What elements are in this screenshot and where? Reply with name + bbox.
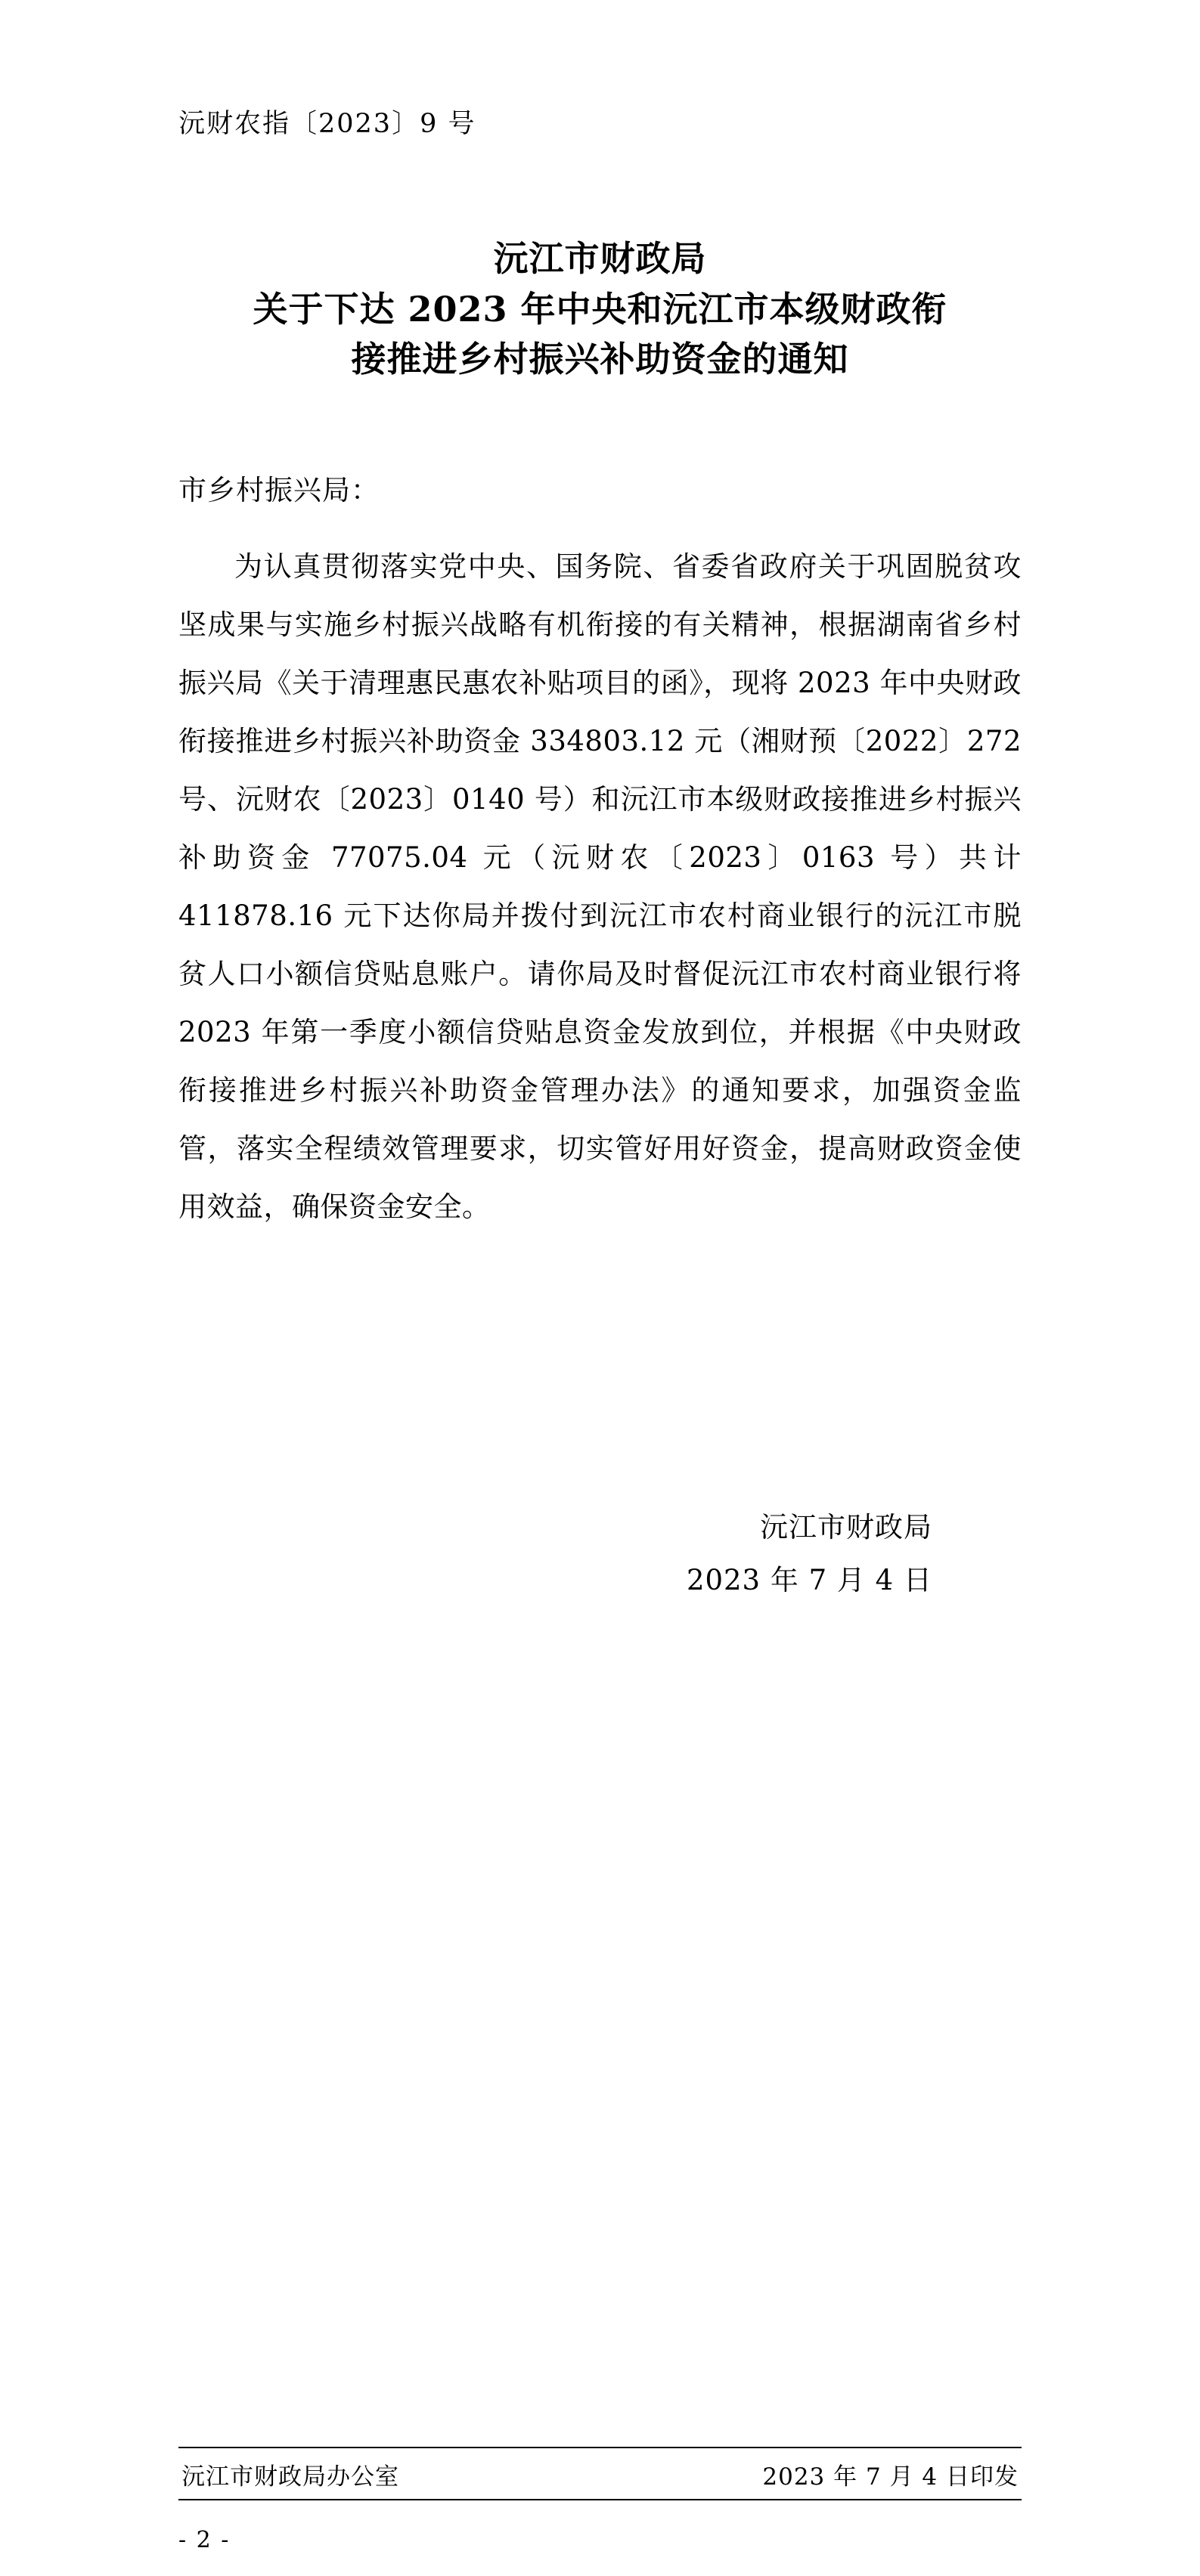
footer-office: 沅江市财政局办公室	[181, 2463, 399, 2491]
title-line-3: 接推进乡村振兴补助资金的通知	[351, 339, 849, 380]
page-number: - 2 -	[178, 2527, 231, 2553]
title-line-2: 关于下达 2023 年中央和沅江市本级财政衔	[253, 288, 947, 330]
recipient-line: 市乡村振兴局：	[178, 474, 380, 507]
signature-block	[178, 1501, 1022, 1608]
footer-divider-bottom	[178, 2499, 1022, 2500]
signature-date: 2023 年 7 月 4 日	[686, 1563, 932, 1596]
document-body	[178, 0, 1022, 2576]
title-line-1: 沅江市财政局	[493, 238, 707, 279]
footer-row	[178, 2448, 1022, 2499]
signature-organization: 沅江市财政局	[760, 1510, 932, 1543]
body-paragraph: 为认真贯彻落实党中央、国务院、省委省政府关于巩固脱贫攻坚成果与实施乡村振兴战略有机衔接的有关精神，根据湖南省乡村振兴局《关于清理惠民惠农补贴项目的函》，现将 2023 年中央财政衔接推进乡村振兴补助资金 334803.12 元（湘财预〔2022〕272 号、沅财农〔2023〕0140 号）和沅江市本级财政接推进乡村振兴补助资金 77075.04 元（沅财农〔2023〕0163 号）共计 411878.16 元下达你局并拨付到沅江市农村商业银行的沅江市脱贫人口小额信贷贴息账户。请你局及时督促沅江市农村商业银行将 2023 年第一季度小额信贷贴息资金发放到位，并根据《中央财政衔接推进乡村振兴补助资金管理办法》的通知要求，加强资金监管，落实全程绩效管理要求，切实管好用好资金，提高财政资金使用效益，确保资金安全。	[178, 550, 1022, 1223]
page-footer	[178, 2447, 1022, 2500]
document-number: 沅财农指〔2023〕9 号	[178, 109, 476, 139]
document-title	[178, 234, 1022, 385]
footer-issue-date: 2023 年 7 月 4 日印发	[762, 2463, 1019, 2491]
